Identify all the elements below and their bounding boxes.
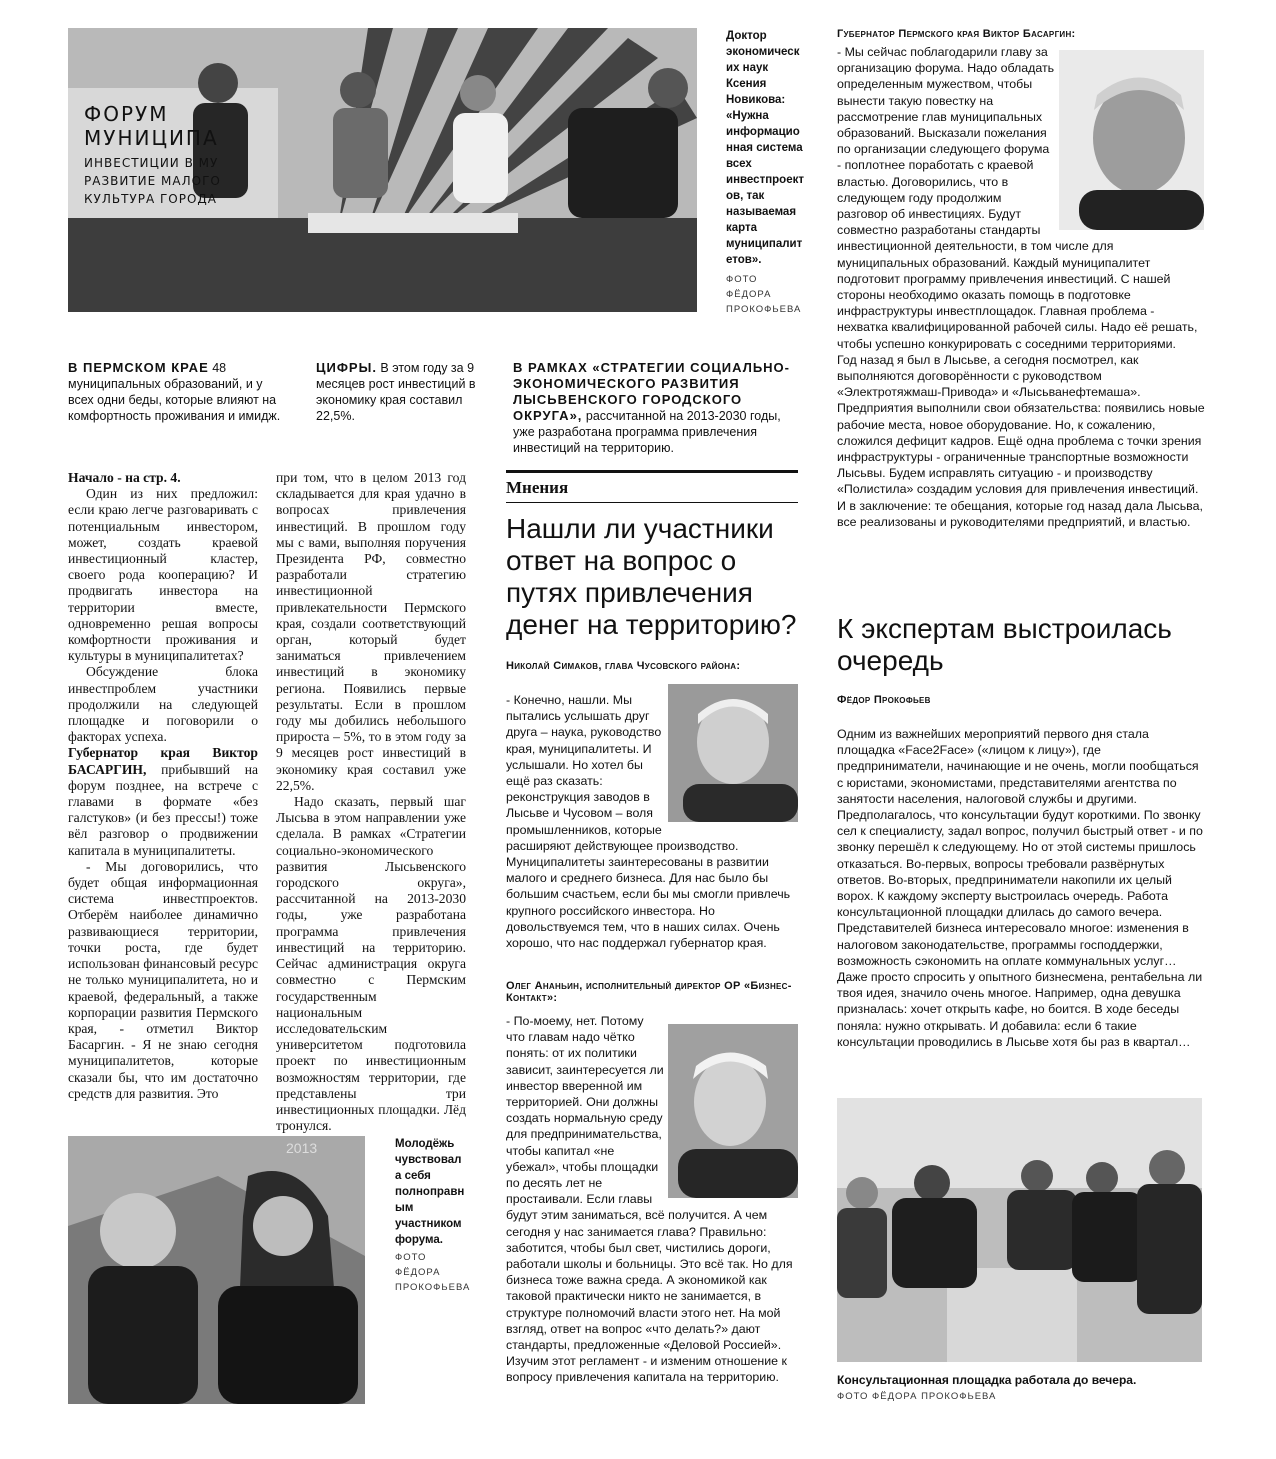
opinions-headline: Нашли ли участники ответ на вопрос о путях привлечения денег на территорию? — [506, 513, 797, 640]
experts-author: Фёдор Прокофьев — [837, 694, 931, 706]
governor-byline: Губернатор Пермского края Виктор Басаргин: — [837, 28, 1076, 40]
article-paragraph: Надо сказать, первый шаг Лысьва в этом направлении уже сделала. В рамках «Стратегии социально-экономического развития Лысьвенского городского округа», рассчитанной на 2013-2030 годы, уже разработана программа привлечения инвестиций на территорию. Сейчас администрация округа совместно с Пермским государственным национальным исследовательским университетом подготовила проект по инвестиционным возможностям территории, где представлены три инвестиционных площадки. Лёд тронулся. — [276, 794, 466, 1134]
portrait-wrap-space — [664, 1013, 798, 1195]
fact-lead: В ПЕРМСКОМ КРАЕ — [68, 360, 209, 375]
youth-photo-credit: ФОТО ФЁДОРА ПРОКОФЬЕВА — [395, 1252, 471, 1293]
article-paragraph: при том, что в целом 2013 год складывается для края удачно в вопросах привлечения инвестиций. В прошлом году мы с вами, выполняя поручения Президента РФ, совместно разработали стратегию инвестиционной привлекательности Пермского края, создали соответствующий орган, который будет заниматься привлечением инвестиций в экономику региона. Появились первые результаты. Если в прошлом году мы добились небольшого прироста – 5%, то в этом году за 9 месяцев рост инвестиций в экономику края составил уже 22,5%. — [276, 470, 466, 793]
article-column-2 — [276, 470, 466, 1134]
fact-lead: ЦИФРЫ. — [316, 360, 377, 375]
forum-photo-caption: Доктор экономических наук Ксения Новикова: «Нужна информационная система всех инвестпроектов, так называемая карта муниципалитетов». — [726, 30, 804, 266]
governor-paragraph: - Мы сейчас поблагодарили главу за организацию форума. Надо обладать определенным мужеством, чтобы вынести такую повестку на рассмотрение глав муниципальных образований. Высказали пожелания по организации следующего форума - поплотнее поработать с краевой властью. Договорились, что в следующем году продолжим разговор об инвестициях. Будут совместно разработаны стандарты инвестиционной деятельности, в том числе для муниципальных образований. Каждый муниципалитет подготовит программу привлечения инвестиций. С нашей стороны необходимо оказать помощь в подготовке инфраструктуры инвестплощадок. Главная проблема - нехватка квалифицированной рабочей силы. Надо её решать, чтобы успешно конкурировать с соседними территориями. — [837, 45, 1198, 351]
youth-photo-caption: Молодёжь чувствовала себя полноправным участником форума. — [395, 1138, 465, 1246]
experts-article-body — [837, 726, 1207, 1050]
youth-photo-caption-block — [395, 1136, 471, 1295]
banner-line-5: КУЛЬТУРА ГОРОДА — [84, 192, 218, 206]
fact-strategy — [513, 360, 798, 456]
banner-line-3: ИНВЕСТИЦИИ В МУ — [84, 156, 219, 170]
fact-text: 48 муниципальных образований, и у всех одни беды, которые влияют на комфортность проживания и имидж. — [68, 361, 281, 423]
fact-figures — [316, 360, 484, 424]
governor-paragraph: И в заключение: те обещания, которые год назад дала Лысьва, все реализованы и руководителями предприятий, и властью. — [837, 498, 1203, 529]
fact-lead: В РАМКАХ «СТРАТЕГИИ СОЦИАЛЬНО-ЭКОНОМИЧЕСКОГО РАЗВИТИЯ ЛЫСЬВЕНСКОГО ГОРОДСКОГО ОКРУГА», — [513, 360, 790, 423]
opinions-rubric: Мнения — [506, 478, 569, 497]
consultation-photo — [837, 1098, 1202, 1362]
article-paragraph: Обсуждение блока инвестпроблем участники продолжили на следующей площадке и поговорили о факторах успеха. — [68, 664, 258, 745]
article-paragraph — [68, 745, 258, 858]
forum-photo-credit: ФОТО ФЁДОРА ПРОКОФЬЕВА — [726, 274, 802, 315]
banner-line-4: РАЗВИТИЕ МАЛОГО — [84, 174, 221, 188]
opinion-2-text-block — [506, 1013, 798, 1386]
experts-paragraph: Представителей бизнеса интересовало многое: изменения в налоговом законодательстве, программы господдержки, возможность сэкономить на оплате коммунальных услуг… Даже просто спросить у опытного бизнесмена, рентабельна ли твоя идея, значило очень многое. Например, одна девушка призналась: хочет открыть кафе, но боится. В ходе беседы поняла: нужно открывать. И добавила: если 6 такие консультации проводились в Лысьве хотя бы раз в квартал… — [837, 921, 1203, 1049]
experts-headline: К экспертам выстроилась очередь — [837, 613, 1172, 676]
screen-year: 2013 — [286, 1140, 318, 1156]
opinion-2-byline: Олег Ананьин, исполнительный директор ОР «Бизнес-Контакт»: — [506, 980, 792, 1004]
experts-paragraph: Предполагалось, что консультации будут короткими. По звонку сел к специалисту, задал вопрос, получил быстрый ответ - и по звонку перешёл к следующему. Но от этой системы пришлось отказаться. Во-первых, вопросы требовали развёрнутых ответов. Во-вторых, предприниматели накопили их целый ворох. К каждому эксперту выстроилась очередь. Работа консультационной площадки длилась до самого вечера. — [837, 808, 1203, 920]
opinions-rubric-rule — [506, 502, 798, 503]
opinion-2-text: - По-моему, нет. Потому что главам надо чётко понять: от их политики зависит, заинтересуется ли инвестор вверенной им территорией. Они должны создать нормальную среду для предпринимательства, чтобы капитал «не убежал», чтобы площадки по десять лет не простаивали. Если главы будут этим заниматься, всё получится. А чем сегодня у нас занимается глава? Правильно: заботится, чтобы был свет, чистились дороги, работали школы и больницы. Это всё так. Но для бизнеса тоже важна среда. А экономикой как таковой практически никто не занимается, в структуре полномочий власти этого нет. На мой взгляд, ответ на вопрос «что делать?» дают стандарты, предложенные «Деловой Россией». Изучим этот регламент - и изменим отношение к вопросу привлечения капитала на территорию. — [506, 1014, 793, 1385]
article-continuation: Начало - на стр. 4. — [68, 470, 181, 485]
governor-quote — [837, 44, 1207, 530]
experts-paragraph: Одним из важнейших мероприятий первого дня стала площадка «Face2Face» («лицом к лицу»), где предприниматели, начинающие и не очень, могли пообщаться с юристами, экономистами, представителями агентства по занятости населения, налоговой службы и другими. — [837, 727, 1199, 806]
article-column-1 — [68, 470, 258, 1102]
fact-text: рассчитанной на 2013-2030 годы, уже разработана программа привлечения инвестиций на территорию. — [513, 409, 781, 455]
banner-line-1: ФОРУМ — [84, 102, 169, 126]
governor-bold-intro: Губернатор края Виктор БАСАРГИН, — [68, 745, 258, 777]
youth-photo — [68, 1136, 365, 1404]
article-paragraph-text: прибывший на форум позднее, на встрече с главами в формате «без галстуков» (и без прессы!) тоже вёл разговор о продвижении капитала в муниципалитеты. — [68, 761, 258, 858]
article-paragraph: - Мы договорились, что будет общая информационная система инвестпроектов. Отберём наиболее динамично развивающиеся территории, точки роста, где будет использован финансовый ресурс не только муниципалитета, но и краевой, федеральный, а также корпорации развития Пермского края, - отметил Виктор Басаргин. - Я не знаю сегодня муниципалитетов, которые сказали бы, что им достаточно средств для развития. Это — [68, 858, 258, 1101]
opinion-1-byline: Николай Симаков, глава Чусовского района: — [506, 660, 741, 672]
portrait-wrap-space — [664, 692, 798, 824]
opinion-1-text: - Конечно, нашли. Мы пытались услышать друг друга – наука, руководство края, муниципалитеты. И услышали. Но хотел бы ещё раз сказать: реконструкция заводов в Лысьве и Чусовом – воля промышленников, которые расширяют действующее производство. Муниципалитеты заинтересованы в развитии малого и среднего бизнеса. Для нас было бы большим счастьем, если бы мы смогли привлечь крупного российского инвестора. Но довольствуемся тем, что в наших силах. Очень хорошо, что нас поддержал губернатор края. — [506, 693, 791, 951]
article-paragraph: Один из них предложил: если краю легче разговаривать с потенциальным инвестором, может, создать краевой инвестиционный кластер, своего рода кооперацию? И продвигать инвестора на территории вместе, одновременно решая вопросы комфортности проживания и культуры в муниципалитетах? — [68, 486, 258, 664]
governor-paragraph: Год назад я был в Лысьве, а сегодня посмотрел, как выполняются договорённости с руководством «Электротяжмаш-Привода» и «Лысьванефтемаша». Предприятия выполнили свои обязательства: появились новые рабочие места, новое оборудование. Но, к сожалению, сложился дефицит кадров. Ещё одна проблема с точки зрения инфраструктуры - ограниченные транспортные возможности Лысьвы. Будем исправлять ситуацию - и производству «Полистила» создадим условия для привлечения инвестиций. — [837, 352, 1205, 497]
opinion-1-text-block — [506, 692, 798, 951]
forum-photo-caption-block — [726, 28, 804, 317]
consultation-photo-credit: ФОТО ФЁДОРА ПРОКОФЬЕВА — [837, 1391, 997, 1402]
portrait-wrap-space — [1055, 44, 1207, 234]
fact-perm-region — [68, 360, 288, 424]
opinions-rule — [506, 470, 798, 473]
banner-line-2: МУНИЦИПА — [84, 126, 219, 150]
forum-panel-photo — [68, 28, 697, 312]
consultation-photo-caption: Консультационная площадка работала до вечера. — [837, 1373, 1137, 1387]
fact-text: В этом году за 9 месяцев рост инвестиций в экономику края составил 22,5%. — [316, 361, 476, 423]
